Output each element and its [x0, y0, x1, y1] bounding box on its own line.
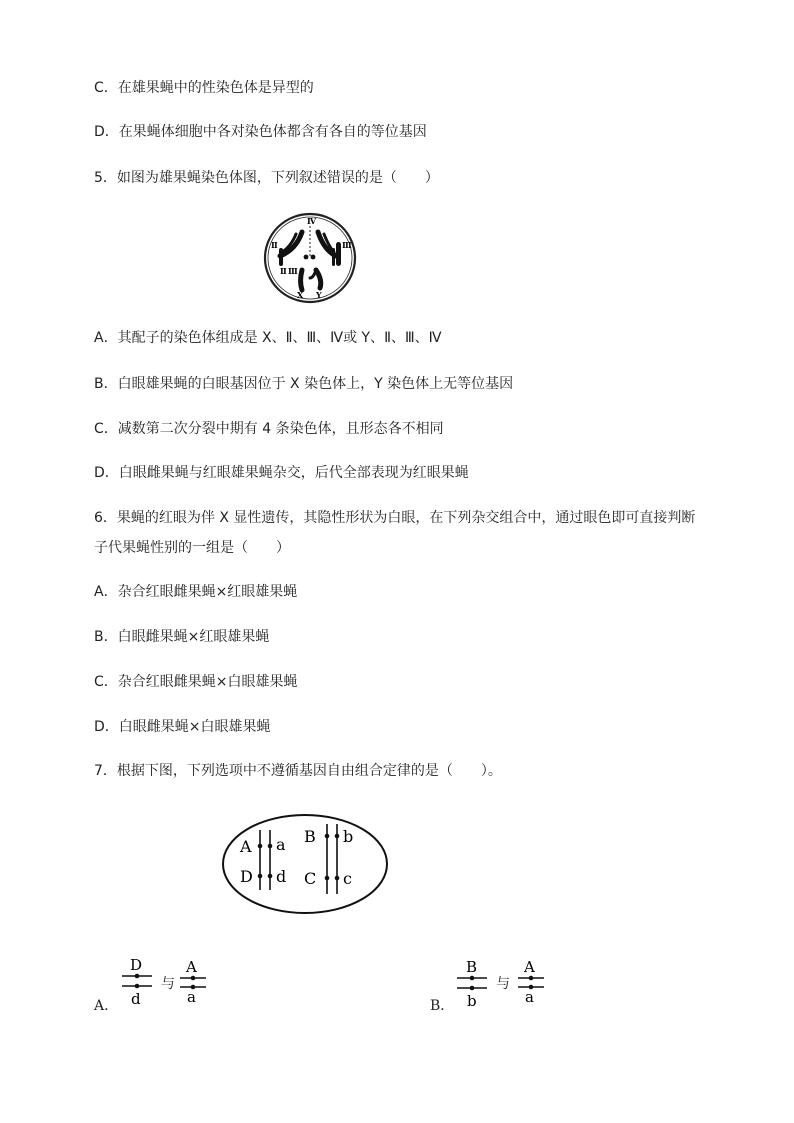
q7-option-b-label: B．	[430, 998, 455, 1014]
gene-label-b: b	[343, 827, 354, 846]
q5-option-a: A．其配子的染色体组成是 X、Ⅱ、Ⅲ、Ⅳ或 Y、Ⅱ、Ⅲ、Ⅳ	[94, 330, 442, 346]
opt-a-top: D	[130, 956, 143, 974]
opt-a-bottom2: a	[187, 988, 196, 1006]
q7-option-b-genes-2	[516, 958, 546, 1006]
gene-label-c: c	[343, 869, 352, 888]
label-iv: Ⅳ	[307, 216, 317, 226]
label-y: Y	[316, 290, 322, 300]
q7-option-b-genes-1	[455, 956, 489, 1010]
label-ii-low: Ⅱ	[280, 266, 287, 276]
label-x: X	[297, 290, 304, 300]
q7-option-a-genes-1	[120, 954, 154, 1008]
opt-a-top2: A	[186, 958, 197, 976]
q6-stem-line2: 子代果蝇性别的一组是（ ）	[94, 540, 290, 556]
q5-option-b: B．白眼雄果蝇的白眼基因位于 X 染色体上，Y 染色体上无等位基因	[94, 376, 514, 392]
opt-a-bottom: d	[131, 990, 141, 1008]
q5-stem: 5．如图为雄果蝇染色体图，下列叙述错误的是（ ）	[94, 170, 439, 186]
label-ii-left: Ⅱ	[271, 240, 278, 250]
q7-option-a-label: A．	[94, 998, 119, 1014]
q7-option-a-genes-2	[178, 958, 208, 1006]
q4-option-c: C．在雄果蝇中的性染色体是异型的	[94, 80, 314, 96]
q7-stem: 7．根据下图，下列选项中不遵循基因自由组合定律的是（ ）。	[94, 763, 502, 779]
opt-b-bottom: b	[467, 992, 477, 1010]
label-iii-right: Ⅲ	[342, 240, 352, 250]
gene-label-D: D	[240, 867, 253, 886]
q7-option-a-joiner: 与	[161, 976, 175, 992]
q7-option-b-joiner: 与	[496, 976, 510, 992]
q5-option-d: D．白眼雌果蝇与红眼雄果蝇杂交，后代全部表现为红眼果蝇	[94, 465, 469, 481]
q6-option-c: C．杂合红眼雌果蝇×白眼雄果蝇	[94, 674, 298, 690]
opt-b-top2: A	[524, 958, 535, 976]
q6-option-d: D．白眼雌果蝇×白眼雄果蝇	[94, 719, 271, 735]
q6-option-b: B．白眼雌果蝇×红眼雄果蝇	[94, 629, 270, 645]
q6-stem-line1: 6．果蝇的红眼为伴 X 显性遗传，其隐性形状为白眼，在下列杂交组合中，通过眼色即可直接判断	[94, 510, 696, 526]
gene-label-A: A	[240, 837, 252, 856]
gene-label-a: a	[276, 835, 286, 854]
gene-label-B: B	[304, 827, 316, 846]
opt-b-bottom2: a	[525, 988, 534, 1006]
q5-option-c: C．减数第二次分裂中期有 4 条染色体，且形态各不相同	[94, 421, 444, 437]
opt-b-top: B	[466, 958, 478, 976]
label-iii-low: Ⅲ	[288, 266, 298, 276]
q6-option-a: A．杂合红眼雌果蝇×红眼雄果蝇	[94, 584, 298, 600]
gene-label-d: d	[276, 867, 287, 886]
gene-cell-figure	[220, 812, 390, 916]
q4-option-d: D．在果蝇体细胞中各对染色体都含有各自的等位基因	[94, 124, 427, 140]
gene-label-C: C	[304, 869, 317, 888]
fruit-fly-chromosome-figure	[262, 212, 358, 304]
